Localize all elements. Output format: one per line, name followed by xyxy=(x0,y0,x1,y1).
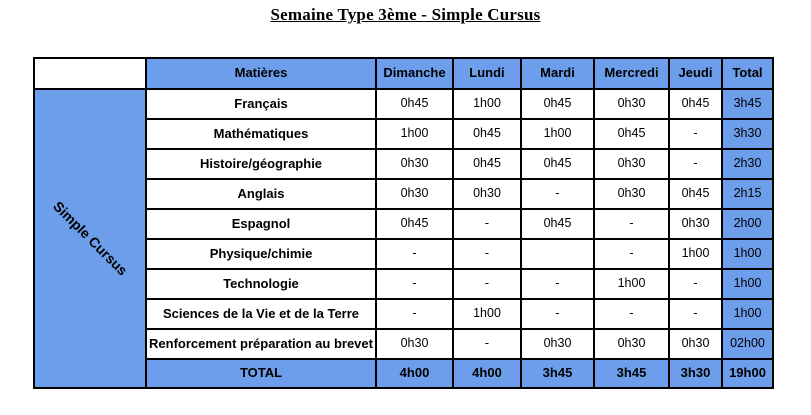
time-cell: 1h00 xyxy=(376,119,453,149)
time-cell: 0h30 xyxy=(453,179,521,209)
time-cell: - xyxy=(669,119,722,149)
total-row-label: TOTAL xyxy=(146,359,376,388)
time-cell: 0h45 xyxy=(521,89,594,119)
row-total-cell: 1h00 xyxy=(722,299,773,329)
column-total-cell: 3h30 xyxy=(669,359,722,388)
time-cell: 0h45 xyxy=(669,179,722,209)
row-total-cell: 2h15 xyxy=(722,179,773,209)
time-cell: 0h45 xyxy=(453,149,521,179)
time-cell: 0h30 xyxy=(594,329,669,359)
column-total-cell: 4h00 xyxy=(453,359,521,388)
row-total-cell: 1h00 xyxy=(722,269,773,299)
time-cell: 0h45 xyxy=(594,119,669,149)
time-cell: 1h00 xyxy=(453,299,521,329)
time-cell: 0h30 xyxy=(669,209,722,239)
time-cell: 0h30 xyxy=(521,329,594,359)
row-total-cell: 3h30 xyxy=(722,119,773,149)
time-cell: - xyxy=(453,209,521,239)
time-cell: - xyxy=(521,179,594,209)
subject-cell: Espagnol xyxy=(146,209,376,239)
column-total-cell: 3h45 xyxy=(521,359,594,388)
time-cell: - xyxy=(453,239,521,269)
subject-cell: Sciences de la Vie et de la Terre xyxy=(146,299,376,329)
time-cell: - xyxy=(594,239,669,269)
time-cell: - xyxy=(594,209,669,239)
time-cell: - xyxy=(669,149,722,179)
time-cell: - xyxy=(669,299,722,329)
column-header: Dimanche xyxy=(376,58,453,89)
time-cell: - xyxy=(376,239,453,269)
column-total-cell: 3h45 xyxy=(594,359,669,388)
row-total-cell: 3h45 xyxy=(722,89,773,119)
subject-cell: Anglais xyxy=(146,179,376,209)
table-header xyxy=(34,58,773,89)
time-cell: - xyxy=(376,269,453,299)
time-cell: 0h45 xyxy=(521,149,594,179)
time-cell: - xyxy=(453,329,521,359)
column-header: Jeudi xyxy=(669,58,722,89)
time-cell: 0h30 xyxy=(594,89,669,119)
row-total-cell: 2h00 xyxy=(722,209,773,239)
time-cell: 0h30 xyxy=(594,179,669,209)
time-cell: - xyxy=(521,269,594,299)
time-cell: 0h30 xyxy=(376,149,453,179)
row-total-cell: 1h00 xyxy=(722,239,773,269)
time-cell: 0h30 xyxy=(669,329,722,359)
subject-cell: Physique/chimie xyxy=(146,239,376,269)
subject-cell: Technologie xyxy=(146,269,376,299)
time-cell: 1h00 xyxy=(453,89,521,119)
table-body xyxy=(34,89,773,388)
time-cell: 0h30 xyxy=(376,329,453,359)
column-total-cell: 4h00 xyxy=(376,359,453,388)
page-title: Semaine Type 3ème - Simple Cursus xyxy=(270,5,541,24)
group-label: Simple Cursus xyxy=(50,197,131,279)
time-cell: 0h45 xyxy=(669,89,722,119)
row-total-cell: 2h30 xyxy=(722,149,773,179)
row-total-cell: 02h00 xyxy=(722,329,773,359)
column-header: Mardi xyxy=(521,58,594,89)
time-cell: 0h30 xyxy=(376,179,453,209)
table-row xyxy=(34,89,773,119)
corner-spacer xyxy=(34,58,146,89)
time-cell: 1h00 xyxy=(521,119,594,149)
time-cell: - xyxy=(521,299,594,329)
time-cell xyxy=(521,239,594,269)
time-cell: - xyxy=(453,269,521,299)
subject-cell: Français xyxy=(146,89,376,119)
subject-cell: Renforcement préparation au brevet xyxy=(146,329,376,359)
time-cell: 1h00 xyxy=(594,269,669,299)
time-cell: 0h45 xyxy=(376,209,453,239)
header-row xyxy=(34,58,773,89)
column-header: Total xyxy=(722,58,773,89)
column-header: Mercredi xyxy=(594,58,669,89)
grand-total-cell: 19h00 xyxy=(722,359,773,388)
time-cell: - xyxy=(669,269,722,299)
subject-cell: Mathématiques xyxy=(146,119,376,149)
time-cell: 0h30 xyxy=(594,149,669,179)
time-cell: 1h00 xyxy=(669,239,722,269)
schedule-table xyxy=(33,57,774,389)
column-header: Matières xyxy=(146,58,376,89)
time-cell: 0h45 xyxy=(521,209,594,239)
subject-cell: Histoire/géographie xyxy=(146,149,376,179)
time-cell: 0h45 xyxy=(453,119,521,149)
time-cell: - xyxy=(376,299,453,329)
time-cell: 0h45 xyxy=(376,89,453,119)
group-cell xyxy=(34,89,146,388)
column-header: Lundi xyxy=(453,58,521,89)
time-cell: - xyxy=(594,299,669,329)
